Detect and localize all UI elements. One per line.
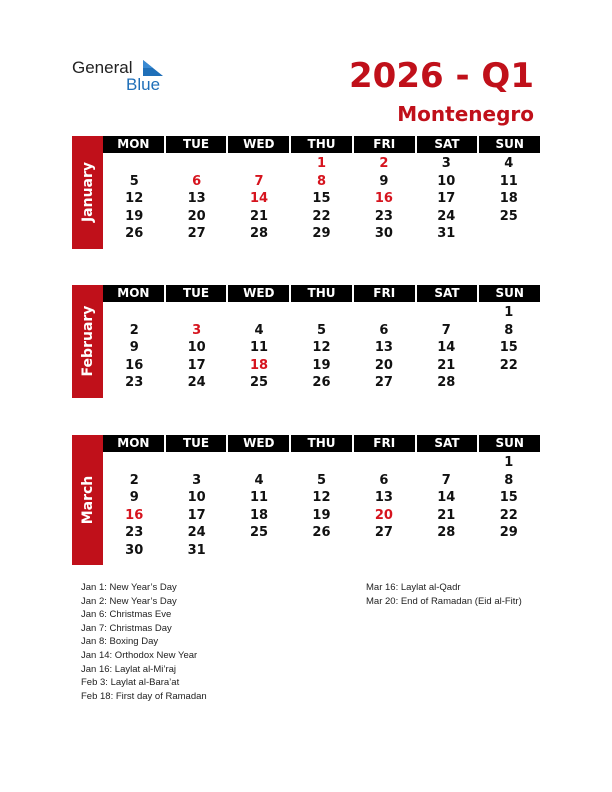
holiday-entry: Feb 3: Laylat al-Bara’at <box>81 677 180 689</box>
day-cell: 19 <box>312 507 331 523</box>
day-cell: 10 <box>187 490 206 505</box>
holiday-list-right <box>366 581 522 608</box>
empty-day-cell <box>103 304 165 322</box>
empty-day-cell <box>290 542 352 560</box>
day-cell: 17 <box>187 507 206 523</box>
week-row <box>103 542 540 560</box>
holiday-day-cell: 8 <box>316 173 326 189</box>
day-cell: 12 <box>312 490 331 505</box>
day-cell: 18 <box>250 507 269 523</box>
holiday-day-cell: 16 <box>374 191 393 206</box>
empty-day-cell <box>353 304 415 322</box>
day-cell: 26 <box>312 375 331 390</box>
weekday-header: MON <box>103 285 164 302</box>
day-cell: 21 <box>250 208 269 224</box>
day-cell: 12 <box>125 191 144 206</box>
weekday-header: MON <box>103 435 164 452</box>
empty-day-cell <box>415 304 477 322</box>
empty-day-cell <box>478 374 540 392</box>
week-row <box>103 472 540 490</box>
empty-day-cell <box>165 304 227 322</box>
empty-day-cell <box>478 225 540 243</box>
day-cell: 1 <box>504 455 514 470</box>
day-cell: 28 <box>437 525 456 540</box>
day-cell: 24 <box>187 525 206 540</box>
day-cell: 5 <box>316 472 326 488</box>
day-grid <box>103 304 540 392</box>
weekday-header: SAT <box>415 435 478 452</box>
day-cell: 26 <box>312 525 331 540</box>
country-name: Montenegro <box>397 102 534 126</box>
day-cell: 30 <box>374 226 393 241</box>
day-cell: 28 <box>250 226 269 241</box>
day-cell: 9 <box>129 340 139 355</box>
weekday-header-row <box>103 136 540 153</box>
weekday-header: SUN <box>477 435 540 452</box>
empty-day-cell <box>353 454 415 472</box>
holiday-entry: Jan 1: New Year’s Day <box>81 582 177 593</box>
day-cell: 29 <box>499 525 518 540</box>
day-cell: 30 <box>125 542 144 558</box>
day-cell: 23 <box>125 375 144 390</box>
generalblue-logo <box>72 58 172 98</box>
day-cell: 10 <box>187 340 206 355</box>
holiday-day-cell: 1 <box>316 156 326 171</box>
logo-flag-icon <box>143 60 163 76</box>
empty-day-cell <box>290 454 352 472</box>
month-label-bar <box>72 435 103 565</box>
weekday-header: SAT <box>415 285 478 302</box>
day-cell: 9 <box>129 490 139 505</box>
week-row <box>103 208 540 226</box>
logo-word-blue: Blue <box>126 75 161 94</box>
empty-day-cell <box>165 454 227 472</box>
week-row <box>103 507 540 525</box>
day-cell: 21 <box>437 357 456 373</box>
weekday-header: FRI <box>352 285 415 302</box>
day-cell: 2 <box>129 322 139 338</box>
day-cell: 3 <box>441 156 451 171</box>
day-cell: 22 <box>499 357 518 373</box>
month-name: February <box>79 305 96 377</box>
week-row <box>103 155 540 173</box>
holiday-list-left <box>81 581 207 703</box>
empty-day-cell <box>228 454 290 472</box>
day-cell: 12 <box>312 340 331 355</box>
weekday-header: TUE <box>164 285 227 302</box>
empty-day-cell <box>228 304 290 322</box>
day-cell: 2 <box>129 472 139 488</box>
empty-day-cell <box>353 542 415 560</box>
day-cell: 6 <box>379 472 389 488</box>
holiday-day-cell: 7 <box>254 173 264 189</box>
weekday-header: SUN <box>477 136 540 153</box>
day-cell: 31 <box>187 542 206 558</box>
day-cell: 11 <box>250 490 269 505</box>
empty-day-cell <box>228 155 290 173</box>
weekday-header: SUN <box>477 285 540 302</box>
day-cell: 9 <box>379 173 389 189</box>
month-name: January <box>79 162 96 223</box>
holiday-day-cell: 6 <box>192 173 202 189</box>
day-cell: 10 <box>437 173 456 189</box>
day-cell: 24 <box>187 375 206 390</box>
day-cell: 28 <box>437 375 456 390</box>
logo-word-general: General <box>72 58 133 77</box>
weekday-header: WED <box>226 435 289 452</box>
empty-day-cell <box>165 155 227 173</box>
month-name: March <box>79 475 96 525</box>
empty-day-cell <box>478 542 540 560</box>
day-cell: 4 <box>254 322 264 338</box>
weekday-header: FRI <box>352 435 415 452</box>
day-cell: 5 <box>129 173 139 189</box>
week-row <box>103 304 540 322</box>
day-cell: 8 <box>504 322 514 338</box>
day-cell: 4 <box>504 156 514 171</box>
week-row <box>103 374 540 392</box>
weekday-header-row <box>103 435 540 452</box>
holiday-entry: Mar 20: End of Ramadan (Eid al-Fitr) <box>366 595 522 607</box>
empty-day-cell <box>103 155 165 173</box>
day-cell: 5 <box>316 322 326 338</box>
day-cell: 4 <box>254 472 264 488</box>
day-cell: 15 <box>312 191 331 206</box>
day-cell: 27 <box>374 375 393 390</box>
day-cell: 27 <box>187 226 206 241</box>
day-cell: 22 <box>499 507 518 523</box>
day-cell: 17 <box>187 357 206 373</box>
month-block-january <box>72 136 540 249</box>
holiday-day-cell: 2 <box>379 156 389 171</box>
day-cell: 23 <box>125 525 144 540</box>
day-cell: 25 <box>499 208 518 224</box>
day-cell: 14 <box>437 340 456 355</box>
day-cell: 15 <box>499 340 518 355</box>
day-cell: 11 <box>250 340 269 355</box>
weekday-header: THU <box>289 136 352 153</box>
day-cell: 29 <box>312 226 331 241</box>
day-cell: 24 <box>437 208 456 224</box>
holiday-day-cell: 16 <box>125 507 144 523</box>
day-cell: 14 <box>437 490 456 505</box>
day-cell: 21 <box>437 507 456 523</box>
week-row <box>103 489 540 507</box>
weekday-header: TUE <box>164 136 227 153</box>
holiday-entry: Jan 7: Christmas Day <box>81 622 172 634</box>
week-row <box>103 524 540 542</box>
day-cell: 1 <box>504 305 514 320</box>
holiday-entry: Jan 2: New Year’s Day <box>81 595 177 607</box>
weekday-header: MON <box>103 136 164 153</box>
holiday-entry: Jan 6: Christmas Eve <box>81 609 172 621</box>
holiday-day-cell: 3 <box>192 322 202 338</box>
week-row <box>103 454 540 472</box>
empty-day-cell <box>290 304 352 322</box>
day-cell: 13 <box>374 490 393 505</box>
day-cell: 25 <box>250 525 269 540</box>
empty-day-cell <box>415 542 477 560</box>
day-cell: 7 <box>441 472 451 488</box>
week-row <box>103 339 540 357</box>
month-block-february <box>72 285 540 398</box>
holiday-entry: Mar 16: Laylat al-Qadr <box>366 582 461 593</box>
week-row <box>103 322 540 340</box>
empty-day-cell <box>228 542 290 560</box>
weekday-header: WED <box>226 136 289 153</box>
day-cell: 19 <box>125 208 144 224</box>
day-grid <box>103 454 540 559</box>
holiday-day-cell: 18 <box>250 357 269 373</box>
month-label-bar <box>72 285 103 398</box>
day-cell: 15 <box>499 490 518 505</box>
day-cell: 31 <box>437 226 456 241</box>
day-grid <box>103 155 540 243</box>
day-cell: 25 <box>250 375 269 390</box>
day-cell: 13 <box>187 191 206 206</box>
day-cell: 22 <box>312 208 331 224</box>
weekday-header-row <box>103 285 540 302</box>
day-cell: 8 <box>504 472 514 488</box>
empty-day-cell <box>415 454 477 472</box>
day-cell: 20 <box>187 208 206 224</box>
holiday-entry: Jan 14: Orthodox New Year <box>81 649 198 661</box>
holiday-day-cell: 20 <box>374 507 393 523</box>
day-cell: 16 <box>125 357 144 373</box>
day-cell: 19 <box>312 357 331 373</box>
month-block-march <box>72 435 540 565</box>
day-cell: 7 <box>441 322 451 338</box>
holiday-entry: Feb 18: First day of Ramadan <box>81 690 207 702</box>
weekday-header: WED <box>226 285 289 302</box>
week-row <box>103 225 540 243</box>
week-row <box>103 190 540 208</box>
day-cell: 26 <box>125 226 144 241</box>
month-label-bar <box>72 136 103 249</box>
holiday-day-cell: 14 <box>250 191 269 206</box>
weekday-header: THU <box>289 435 352 452</box>
day-cell: 23 <box>374 208 393 224</box>
day-cell: 6 <box>379 322 389 338</box>
week-row <box>103 357 540 375</box>
day-cell: 20 <box>374 357 393 373</box>
day-cell: 11 <box>499 173 518 189</box>
holiday-entry: Jan 8: Boxing Day <box>81 636 159 648</box>
week-row <box>103 173 540 191</box>
weekday-header: TUE <box>164 435 227 452</box>
day-cell: 13 <box>374 340 393 355</box>
weekday-header: FRI <box>352 136 415 153</box>
day-cell: 27 <box>374 525 393 540</box>
day-cell: 3 <box>192 472 202 488</box>
holiday-entry: Jan 16: Laylat al-Mi’raj <box>81 663 177 675</box>
day-cell: 17 <box>437 191 456 206</box>
day-cell: 18 <box>499 191 518 206</box>
weekday-header: SAT <box>415 136 478 153</box>
weekday-header: THU <box>289 285 352 302</box>
empty-day-cell <box>103 454 165 472</box>
page-title: 2026 - Q1 <box>349 56 534 96</box>
